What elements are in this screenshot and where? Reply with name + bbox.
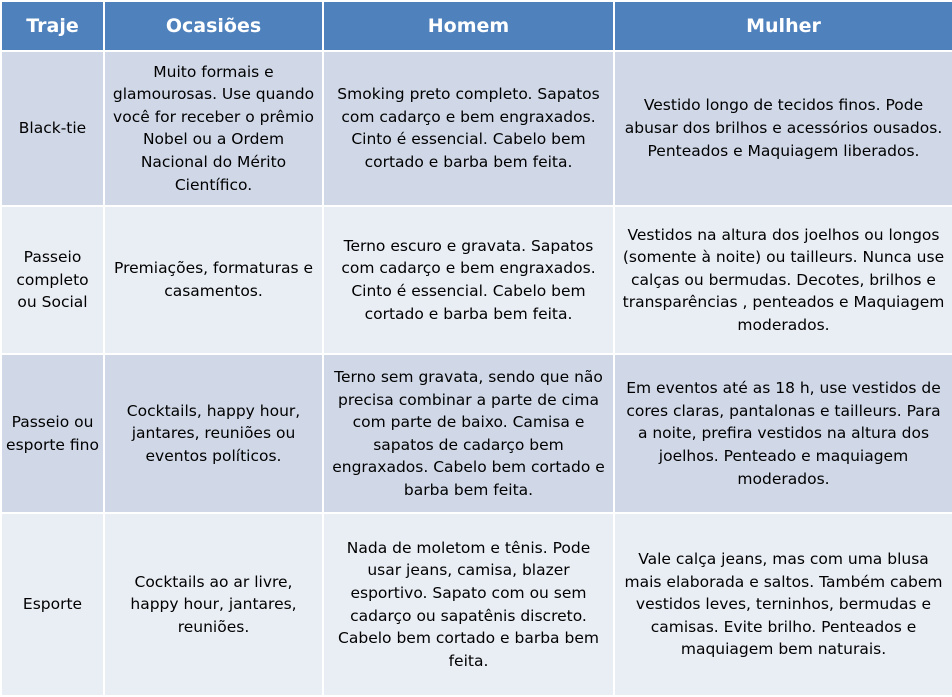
cell-traje: Passeio completo ou Social <box>1 206 104 355</box>
table-row-passeio-completo <box>1 206 952 355</box>
cell-mulher: Vestidos na altura dos joelhos ou longos (somente à noite) ou tailleurs. Nunca use calças ou bermudas. Decotes, brilhos e transparências , penteados e Maquiagem moderados. <box>614 206 952 355</box>
cell-homem: Terno escuro e gravata. Sapatos com cadarço e bem engraxados. Cinto é essencial. Cabelo bem cortado e barba bem feita. <box>323 206 614 355</box>
cell-ocasioes: Cocktails ao ar livre, happy hour, jantares, reuniões. <box>104 513 323 696</box>
cell-mulher: Vestido longo de tecidos finos. Pode abusar dos brilhos e acessórios ousados. Penteados e Maquiagem liberados. <box>614 51 952 206</box>
cell-homem: Terno sem gravata, sendo que não precisa combinar a parte de cima com parte de baixo. Camisa e sapatos de cadarço bem engraxados. Cabelo bem cortado e barba bem feita. <box>323 354 614 513</box>
header-ocasioes: Ocasiões <box>104 1 323 51</box>
header-row <box>1 1 952 51</box>
header-mulher: Mulher <box>614 1 952 51</box>
cell-traje: Esporte <box>1 513 104 696</box>
cell-homem: Nada de moletom e tênis. Pode usar jeans, camisa, blazer esportivo. Sapato com ou sem cadarço ou sapatênis discreto. Cabelo bem cortado e barba bem feita. <box>323 513 614 696</box>
cell-homem: Smoking preto completo. Sapatos com cadarço e bem engraxados. Cinto é essencial. Cabelo bem cortado e barba bem feita. <box>323 51 614 206</box>
table-row-black-tie <box>1 51 952 206</box>
header-traje: Traje <box>1 1 104 51</box>
table-row-passeio-esporte-fino <box>1 354 952 513</box>
table-row-esporte <box>1 513 952 696</box>
cell-ocasioes: Muito formais e glamourosas. Use quando você for receber o prêmio Nobel ou a Ordem Nacional do Mérito Científico. <box>104 51 323 206</box>
cell-mulher: Vale calça jeans, mas com uma blusa mais elaborada e saltos. Também cabem vestidos leves, terninhos, bermudas e camisas. Evite brilho. Penteados e maquiagem bem naturais. <box>614 513 952 696</box>
cell-traje: Passeio ou esporte fino <box>1 354 104 513</box>
cell-ocasioes: Premiações, formaturas e casamentos. <box>104 206 323 355</box>
cell-ocasioes: Cocktails, happy hour, jantares, reuniões ou eventos políticos. <box>104 354 323 513</box>
cell-mulher: Em eventos até as 18 h, use vestidos de cores claras, pantalonas e tailleurs. Para a noite, prefira vestidos na altura dos joelhos. Penteado e maquiagem moderados. <box>614 354 952 513</box>
header-homem: Homem <box>323 1 614 51</box>
cell-traje: Black-tie <box>1 51 104 206</box>
